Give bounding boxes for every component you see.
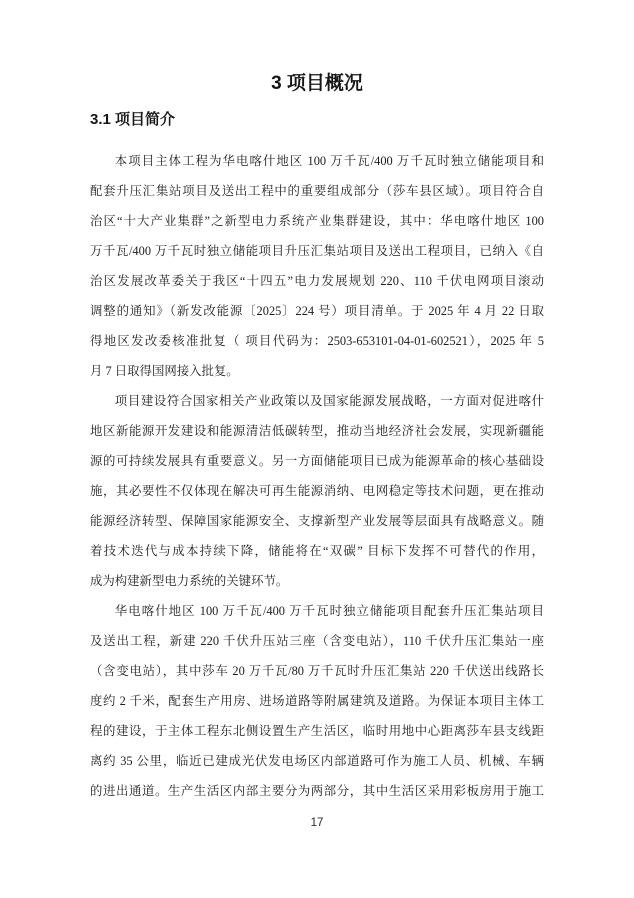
body-line: 治区发展改革委关于我区“十四五”电力发展规划 220、110 千伏电网项目滚动 xyxy=(90,274,544,288)
paragraph-1 xyxy=(90,146,544,386)
body-line: 程的建设，于主体工程东北侧设置生产生活区，临时用地中心距离莎车县支线距 xyxy=(90,724,544,738)
paragraph-3 xyxy=(90,596,544,806)
body-line: 施，其必要性不仅体现在解决可再生能源消纳、电网稳定等技术问题，更在推动 xyxy=(90,484,544,498)
body-line: 万千瓦/400 万千瓦时独立储能项目升压汇集站项目及送出工程项目，已纳入《自 xyxy=(90,244,544,258)
body-line: 成为构建新型电力系统的关键环节。 xyxy=(90,574,289,588)
body-line: （含变电站），其中莎车 20 万千瓦/80 万千瓦时升压汇集站 220 千伏送出线路长 xyxy=(90,664,544,678)
chapter-title: 3 项目概况 xyxy=(271,73,363,94)
page-number: 17 xyxy=(310,817,324,829)
body-line: 及送出工程，新建 220 千伏升压站三座（含变电站），110 千伏升压汇集站一座 xyxy=(90,634,544,648)
body-line: 着技术迭代与成本持续下降，储能将在“双碳” 目标下发挥不可替代的作用， xyxy=(90,544,544,558)
body-line: 本项目主体工程为华电喀什地区 100 万千瓦/400 万千瓦时独立储能项目和 xyxy=(114,154,544,168)
paragraph-2 xyxy=(90,386,544,596)
body-line: 配套升压汇集站项目及送出工程中的重要组成部分（莎车县区域）。项目符合自 xyxy=(90,184,544,198)
section-heading: 3.1 项目简介 xyxy=(90,111,176,128)
body-line: 调整的通知》（新发改能源〔2025〕224 号）项目清单。于 2025 年 4 月 22 日取 xyxy=(90,304,544,318)
body-line: 地区新能源开发建设和能源清洁低碳转型，推动当地经济社会发展，实现新疆能 xyxy=(90,424,544,438)
body-line: 项目建设符合国家相关产业政策以及国家能源发展战略，一方面对促进喀什 xyxy=(114,394,544,408)
body-line: 的进出通道。生产生活区内部主要分为两部分，其中生活区采用彩板房用于施工 xyxy=(90,784,544,798)
body-line: 度约 2 千米，配套生产用房、进场道路等附属建筑及道路。为保证本项目主体工 xyxy=(90,694,544,708)
body-line: 治区“十大产业集群”之新型电力系统产业集群建设，其中：华电喀什地区 100 xyxy=(90,214,544,228)
body-line: 离约 35 公里，临近已建成光伏发电场区内部道路可作为施工人员、机械、车辆 xyxy=(90,754,544,768)
body-line: 能源经济转型、保障国家能源安全、支撑新型产业发展等层面具有战略意义。随 xyxy=(90,514,544,528)
body-line: 源的可持续发展具有重要意义。另一方面储能项目已成为能源革命的核心基础设 xyxy=(90,454,544,468)
body-line: 得地区发改委核准批复（ 项目代码为：2503-653101-04-01-602521），2025 年 5 xyxy=(90,334,544,348)
body-line: 月 7 日取得国网接入批复。 xyxy=(90,364,239,378)
body-line: 华电喀什地区 100 万千瓦/400 万千瓦时独立储能项目配套升压汇集站项目 xyxy=(114,604,544,618)
document-body xyxy=(90,146,544,806)
